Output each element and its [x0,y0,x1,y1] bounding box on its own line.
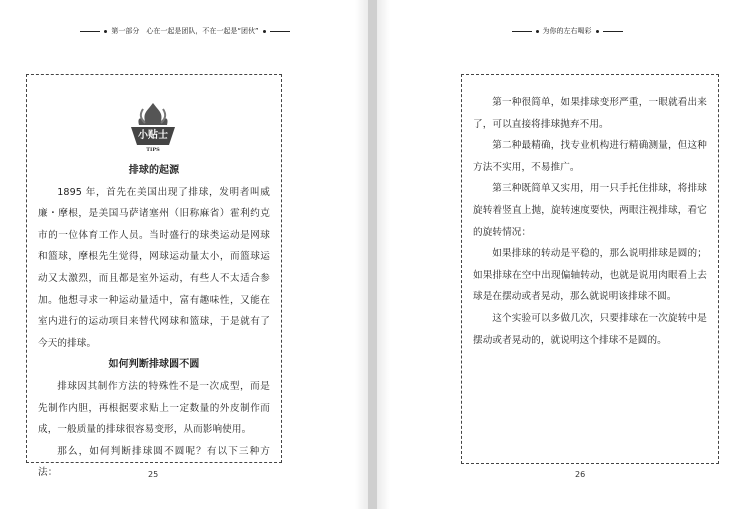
heading-judge-roundness: 如何判断排球圆不圆 [108,359,200,371]
gutter-shadow [377,0,390,509]
header-rule [270,31,290,32]
right-running-header [497,24,637,38]
right-body-text [473,92,707,351]
book-gutter [368,0,377,509]
paragraph: 这个实验可以多做几次，只要排球在一次旋转中是摆动或者晃动的，就说明这个排球不是圆的。 [473,312,707,346]
paragraph: 如果排球的转动是平稳的，那么说明排球是圆的；如果排球在空中出现偏轴转动，也就是说用肉眼看上去球是在摆动或者晃动，那么就说明该排球不圆。 [473,248,707,303]
header-dot [536,30,539,33]
left-page [0,0,368,509]
paragraph: 1895 年，首先在美国出现了排球，发明者叫威廉・摩根，是美国马萨诸塞州（旧称麻省）霍利约克市的一位体育工作人员。当时盛行的球类运动是网球和篮球，摩根先生觉得，网球运动量太小，而篮球运动又太激烈，而且都是室外运动，有些人不太适合参加。他想寻求一种运动量适中，富有趣味性，又能在室内进行的运动项目来替代网球和篮球，于是就有了今天的排球。 [38,186,270,349]
right-header-text: 为你的左右喝彩 [542,27,592,35]
heading-volleyball-origin: 排球的起源 [128,165,180,176]
left-running-header [60,24,310,38]
header-rule [512,31,532,32]
left-header-text: 第一部分 心在一起是团队，不在一起是“团伙” [111,27,259,35]
header-dot [104,30,107,33]
header-dot [596,30,599,33]
gutter-shadow [355,0,368,509]
right-page-number: 26 [575,470,586,479]
paragraph: 第一种很简单，如果排球变形严重，一眼就看出来了，可以直接将排球抛弃不用。 [473,97,707,130]
left-page-number: 25 [148,470,159,479]
header-rule [603,31,623,32]
tips-badge-icon [129,101,177,153]
header-rule [80,31,100,32]
header-dot [263,30,266,33]
paragraph: 那么，如何判断排球圆不圆呢？有以下三种方法： [38,445,270,479]
paragraph: 第三种既简单又实用，用一只手托住排球，将排球旋转着竖直上抛，旋转速度要快，两眼注视排球，看它的旋转情况： [473,183,707,238]
tips-badge-text: 小贴士 [138,130,168,141]
paragraph: 排球因其制作方法的特殊性不是一次成型，而是先制作内胆，再根据要求贴上一定数量的外皮制作而成，一般质量的排球很容易变形，从而影响使用。 [38,380,270,436]
right-page [377,0,750,509]
paragraph: 第二种最精确，找专业机构进行精确测量，但这种方法不实用，不易推广。 [473,140,707,173]
tips-badge-subtext: TIPS [146,147,160,153]
left-body-text [38,160,270,484]
